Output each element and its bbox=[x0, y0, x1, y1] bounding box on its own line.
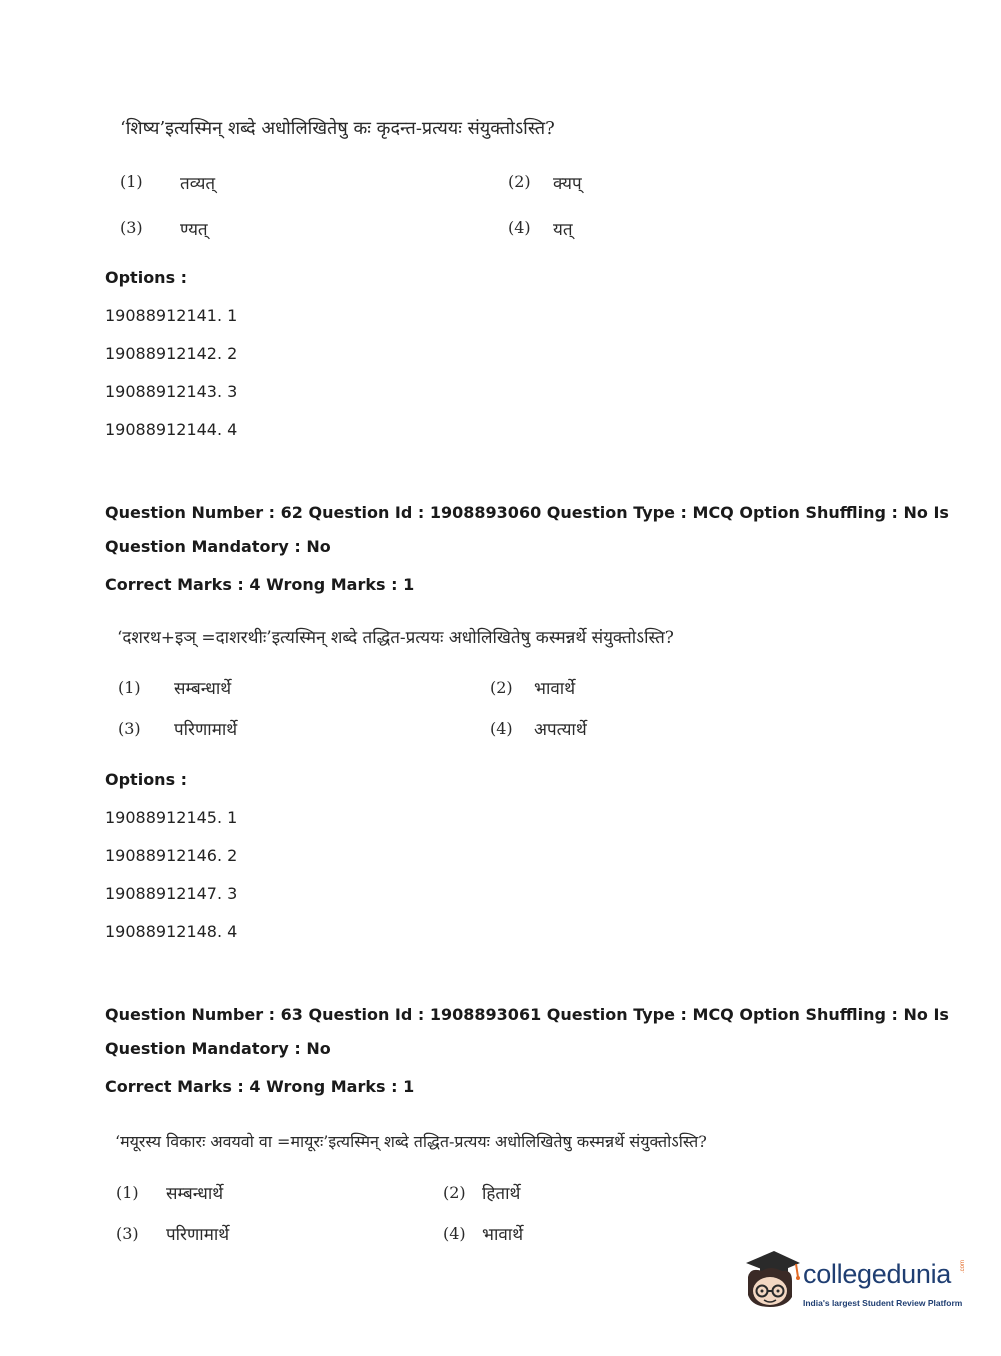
q63-choice-4-text: भावार्थे bbox=[482, 1225, 524, 1245]
q62-choice-2-text: भावार्थे bbox=[534, 679, 576, 699]
q62-choice-1-num: (1) bbox=[118, 678, 141, 697]
q62-option-2: 19088912146. 2 bbox=[105, 846, 238, 865]
q61-question-text: ‘शिष्य’इत्यस्मिन् शब्दे अधोलिखितेषु कः कृदन्त-प्रत्ययः संयुक्तोऽस्ति? bbox=[120, 118, 555, 139]
q62-question-text: ‘दशरथ+इञ् =दाशरथीः’इत्यस्मिन् शब्दे तद्धित-प्रत्ययः अधोलिखितेषु कस्मन्नर्थे संयुक्तोऽस्ति? bbox=[117, 628, 674, 648]
logo-brand-name: collegedunia bbox=[803, 1259, 952, 1289]
q63-choice-1-text: सम्बन्धार्थे bbox=[166, 1184, 224, 1204]
q62-choice-4-text: अपत्यार्थे bbox=[534, 720, 587, 740]
q62-choice-3-num: (3) bbox=[118, 719, 141, 738]
q61-options-label: Options : bbox=[105, 268, 188, 287]
q63-marks: Correct Marks : 4 Wrong Marks : 1 bbox=[105, 1077, 415, 1096]
q62-choice-1-text: सम्बन्धार्थे bbox=[174, 679, 232, 699]
q61-option-2: 19088912142. 2 bbox=[105, 344, 238, 363]
q63-choice-3-num: (3) bbox=[116, 1224, 139, 1243]
q63-choice-3-text: परिणामार्थे bbox=[166, 1225, 230, 1245]
q61-choice-3-text: ण्यत् bbox=[180, 220, 208, 240]
q61-choice-2-num: (2) bbox=[508, 172, 531, 191]
q61-choice-1-num: (1) bbox=[120, 172, 143, 191]
q61-choice-3-num: (3) bbox=[120, 218, 143, 237]
q63-question-text: ‘मयूरस्य विकारः अवयवो वा =मायूरः’इत्यस्मिन् शब्दे तद्धित-प्रत्ययः अधोलिखितेषु कस्मन्नर्थे संयुक्तोऽस्ति? bbox=[115, 1132, 707, 1151]
mascot-icon bbox=[740, 1247, 804, 1313]
q62-option-4: 19088912148. 4 bbox=[105, 922, 238, 941]
q61-option-4: 19088912144. 4 bbox=[105, 420, 238, 439]
q61-option-3: 19088912143. 3 bbox=[105, 382, 238, 401]
q61-choice-4-text: यत् bbox=[553, 220, 573, 240]
q62-options-label: Options : bbox=[105, 770, 188, 789]
q62-choice-2-num: (2) bbox=[490, 678, 513, 697]
q61-choice-4-num: (4) bbox=[508, 218, 531, 237]
collegedunia-logo bbox=[740, 1247, 970, 1317]
q62-header-line2: Question Mandatory : No bbox=[105, 537, 331, 556]
q63-choice-2-num: (2) bbox=[443, 1183, 466, 1202]
q63-header-line1: Question Number : 63 Question Id : 1908893061 Question Type : MCQ Option Shuffling : No Is bbox=[105, 1005, 949, 1024]
q61-choice-1-text: तव्यत् bbox=[180, 174, 216, 194]
logo-com-suffix: .com bbox=[960, 1259, 966, 1273]
q61-option-1: 19088912141. 1 bbox=[105, 306, 238, 325]
q63-choice-2-text: हितार्थे bbox=[482, 1184, 521, 1204]
q62-option-1: 19088912145. 1 bbox=[105, 808, 238, 827]
q63-choice-1-num: (1) bbox=[116, 1183, 139, 1202]
q63-choice-4-num: (4) bbox=[443, 1224, 466, 1243]
q62-option-3: 19088912147. 3 bbox=[105, 884, 238, 903]
q63-header-line2: Question Mandatory : No bbox=[105, 1039, 331, 1058]
logo-tagline: India's largest Student Review Platform bbox=[803, 1298, 963, 1308]
q62-marks: Correct Marks : 4 Wrong Marks : 1 bbox=[105, 575, 415, 594]
q62-header-line1: Question Number : 62 Question Id : 1908893060 Question Type : MCQ Option Shuffling : No Is bbox=[105, 503, 949, 522]
q62-choice-4-num: (4) bbox=[490, 719, 513, 738]
q61-choice-2-text: क्यप् bbox=[553, 174, 582, 194]
q62-choice-3-text: परिणामार्थे bbox=[174, 720, 238, 740]
